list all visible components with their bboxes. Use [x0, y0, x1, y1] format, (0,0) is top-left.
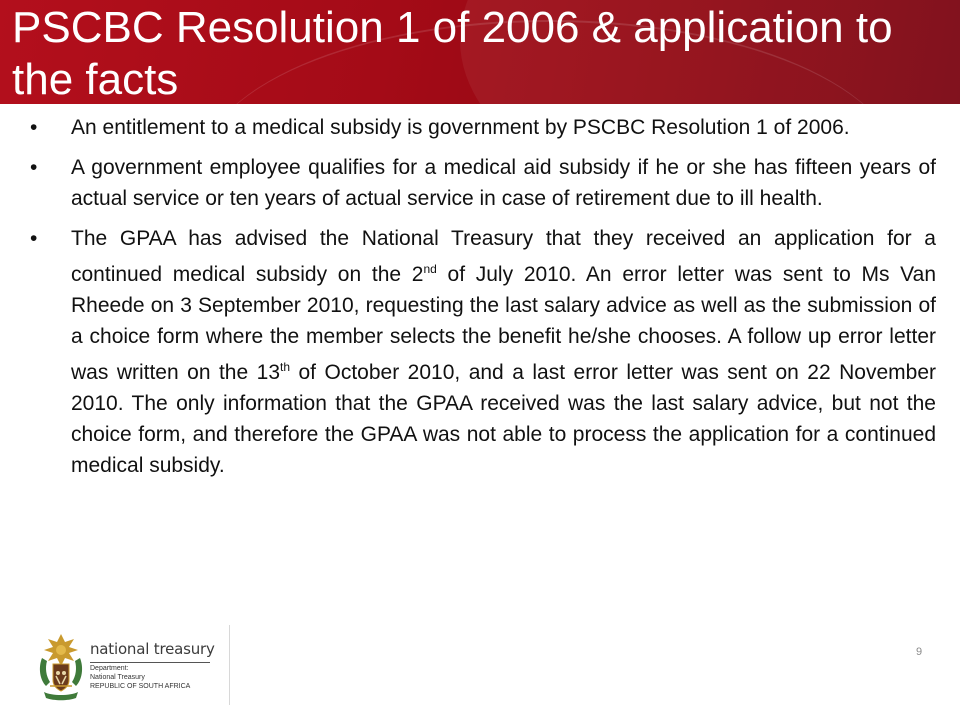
bullet-icon: •: [30, 156, 38, 179]
bullet-icon: •: [30, 227, 38, 250]
bullet-text: A government employee qualifies for a medical aid subsidy if he or she has fifteen years of actual service or ten years of actual service in case of retirement due to ill health.: [71, 156, 936, 210]
bullet-icon: •: [30, 116, 38, 139]
slide-title: PSCBC Resolution 1 of 2006 & application to the facts: [12, 3, 893, 104]
logo-name: national treasury: [90, 640, 215, 658]
bullet-text-part: The GPAA has advised the National Treasury that they received an application for a continued medical subsidy on the 2: [71, 227, 936, 286]
logo-department-label: Department:: [90, 665, 129, 672]
coat-of-arms-icon: [36, 628, 86, 704]
logo-country: REPUBLIC OF SOUTH AFRICA: [90, 683, 191, 690]
bullet-item: [30, 223, 936, 481]
logo-department-name: National Treasury: [90, 674, 145, 681]
ordinal-suffix: th: [280, 360, 291, 374]
title-banner: [0, 0, 960, 104]
ordinal-suffix: nd: [423, 262, 437, 276]
national-treasury-logo: [36, 628, 226, 704]
footer-divider: [229, 625, 230, 705]
bullet-text-part: of October 2010, and a last error letter was sent on 22 November 2010. The only information that the GPAA received was the last salary advice, but not the choice form, and therefore the GPAA was not able to process the application for a continued medical subsidy.: [71, 361, 937, 477]
bullet-item: [30, 112, 936, 143]
slide-body: [30, 112, 936, 490]
bullet-item: [30, 152, 936, 214]
page-number: 9: [916, 646, 923, 658]
logo-divider: [90, 662, 210, 663]
bullet-text: [71, 227, 936, 477]
bullet-text-part: of July 2010. An error letter was sent to Ms Van Rheede on 3 September 2010, requesting the last salary advice as well as the submission of a choice form where the member selects the benefit he/she chooses. A follow up error letter was written on the 13: [71, 263, 936, 384]
bullet-text: An entitlement to a medical subsidy is government by PSCBC Resolution 1 of 2006.: [71, 116, 850, 139]
